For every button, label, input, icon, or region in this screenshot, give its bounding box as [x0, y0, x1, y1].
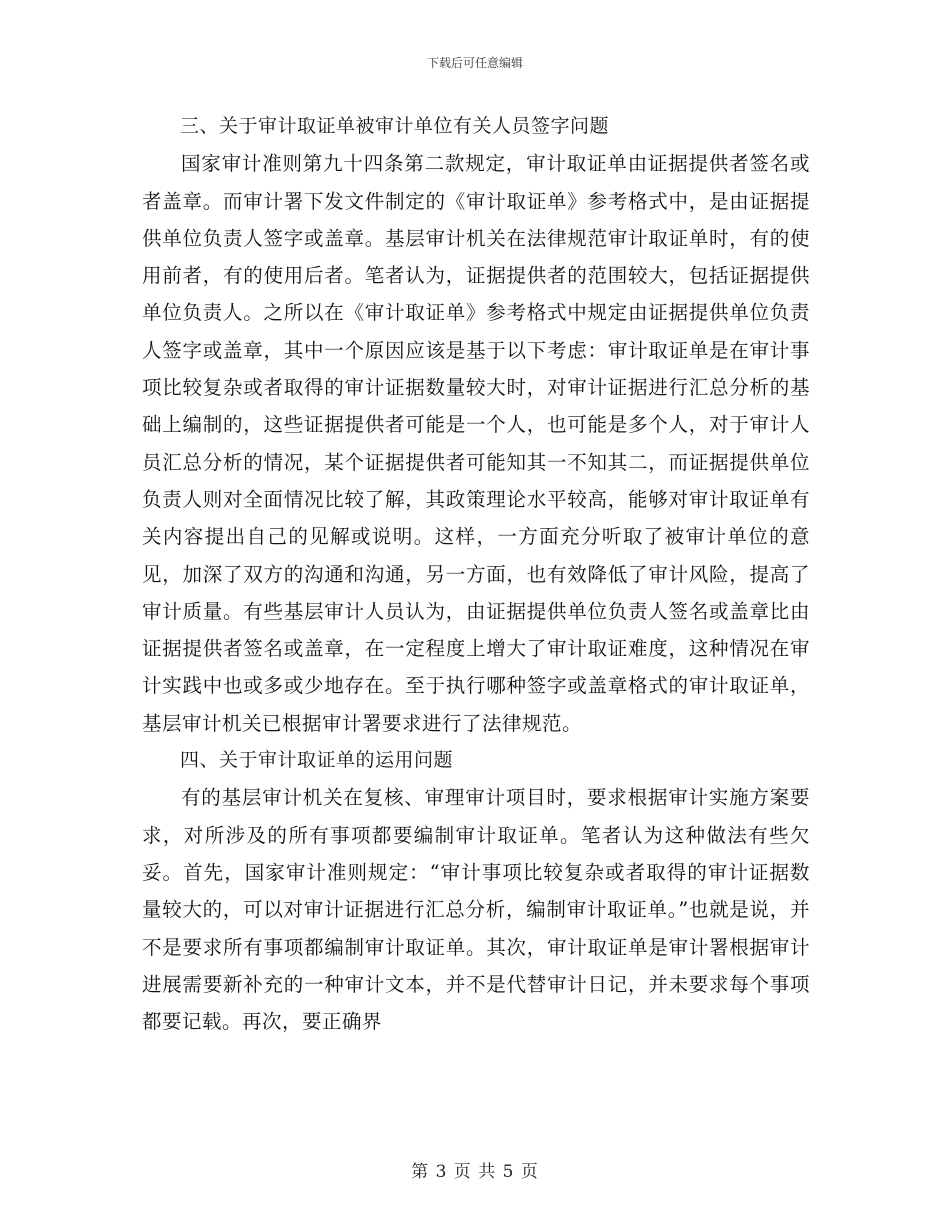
page-header: 下载后可任意编辑 [426, 56, 523, 70]
page-number-footer: 第 3 页 共 5 页 [411, 1162, 539, 1182]
document-body [142, 108, 810, 1040]
section-3-paragraph: 国家审计准则第九十四条第二款规定，审计取证单由证据提供者签名或者盖章。而审计署下发文件制定的《审计取证单》参考格式中，是由证据提供单位负责人签字或盖章。基层审计机关在法律规范审计取证单时，有的使用前者，有的使用后者。笔者认为，证据提供者的范围较大，包括证据提供单位负责人。之所以在《审计取证单》参考格式中规定由证据提供单位负责人签字或盖章，其中一个原因应该是基于以下考虑：审计取证单是在审计事项比较复杂或者取得的审计证据数量较大时，对审计证据进行汇总分析的基础上编制的，这些证据提供者可能是一个人，也可能是多个人，对于审计人员汇总分析的情况，某个证据提供者可能知其一不知其二，而证据提供单位负责人则对全面情况比较了解，其政策理论水平较高，能够对审计取证单有关内容提出自己的见解或说明。这样，一方面充分听取了被审计单位的意见，加深了双方的沟通和沟通，另一方面，也有效降低了审计风险，提高了审计质量。有些基层审计人员认为，由证据提供单位负责人签名或盖章比由证据提供者签名或盖章，在一定程度上增大了审计取证难度，这种情况在审计实践中也或多或少地存在。至于执行哪种签字或盖章格式的审计取证单，基层审计机关已根据审计署要求进行了法律规范。 [142, 152, 810, 735]
section-3-heading: 三、关于审计取证单被审计单位有关人员签字问题 [180, 115, 610, 137]
section-4-heading: 四、关于审计取证单的运用问题 [180, 749, 454, 772]
section-4-paragraph: 有的基层审计机关在复核、审理审计项目时，要求根据审计实施方案要求，对所涉及的所有事项都要编制审计取证单。笔者认为这种做法有些欠妥。首先，国家审计准则规定：“审计事项比较复杂或者取得的审计证据数量较大的，可以对审计证据进行汇总分析，编制审计取证单。”也就是说，并不是要求所有事项都编制审计取证单。其次，审计取证单是审计署根据审计进展需要新补充的一种审计文本，并不是代替审计日记，并未要求每个事项都要记载。再次，要正确界 [142, 786, 810, 1034]
